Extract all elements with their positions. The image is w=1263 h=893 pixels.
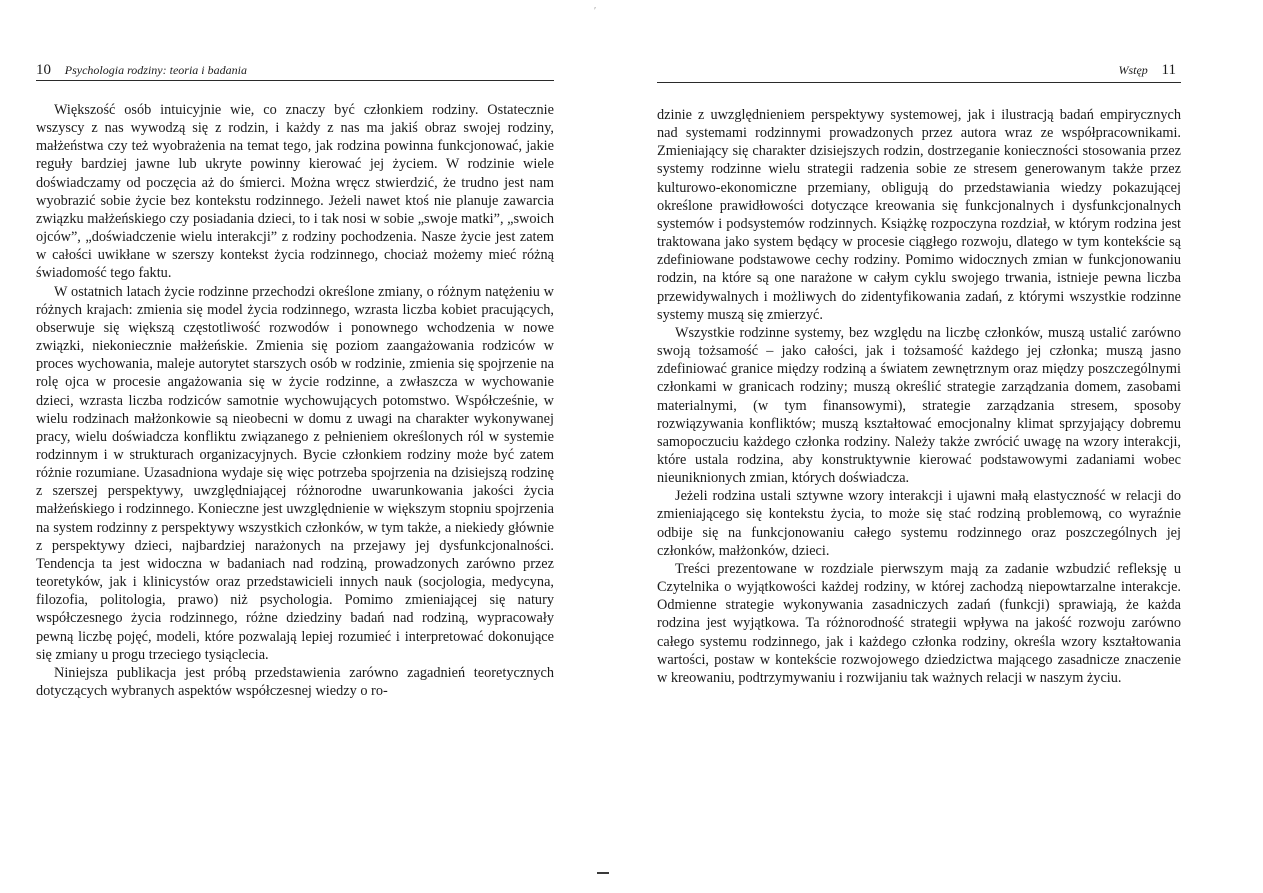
right-body-text	[657, 106, 1181, 687]
left-paragraph-1: Większość osób intuicyjnie wie, co znaczy być członkiem rodziny. Ostatecznie wszyscy z nas wywodzą się z rodzin, i każdy z nas ma jakiś obraz swojej rodziny, małżeństwa czy też wyobrażenia na temat tego, jak rodzina powinna funkcjonować, jakie reguły bardziej jawne lub ukryte powinny kierować jej życiem. W rodzinie wiele doświadczamy od poczęcia aż do śmierci. Można wręcz stwierdzić, że trudno jest nam wyobrazić sobie życie bez kontekstu rodzinnego. Jeżeli nawet ktoś nie planuje zawarcia związku małżeńskiego czy posiadania dzieci, to i tak nosi w sobie „swoje matki”, „swoich ojców”, „doświadczenie wielu interakcji” z rodziny pochodzenia. Nasze życie jest zatem w całości uwikłane w szerszy kontekst życia rodzinnego, chociaż możemy mieć różną świadomość tego faktu.	[36, 102, 554, 282]
right-running-title: Wstęp	[1118, 63, 1148, 77]
left-paragraph-2: W ostatnich latach życie rodzinne przechodzi określone zmiany, o różnym natężeniu w różnych krajach: zmienia się model życia rodzinnego, wzrasta liczba kobiet pracujących, obserwuje się większą częstotliwość rozwodów i ponownego wchodzenia w nowe związki, niekoniecznie małżeńskie. Zmienia się poziom zaangażowania rodziców w proces wychowania, maleje autorytet starszych osób w rodzinie, zmienia się spojrzenie na rolę ojca w procesie angażowania się w życie rodzinne, a zwłaszcza w wychowanie dzieci, wzrasta liczba rodziców samotnie wychowujących potomstwo. Współcześnie, w wielu rodzinach małżonkowie są nieobecni w domu z uwagi na charakter wykonywanej pracy, wielu doświadcza konfliktu związanego z pełnieniem określonych ról w systemie rodzinnym i w strukturach organizacyjnych. Bycie członkiem rodziny może być zatem różnie rozumiane. Uzasadniona wydaje się więc potrzeba spojrzenia na dzisiejszą rodzinę z szerszej perspektywy, uwzględniającej różnorodne uwarunkowania jakości życia małżeńskiego i rodzinnego. Konieczne jest uwzględnienie w większym stopniu spojrzenia na system rodzinny z perspektywy wszystkich członków, w tym także, a niekiedy głównie z perspektywy dzieci, najbardziej narażonych na przejawy jej dysfunkcjonalności. Tendencja ta jest widoczna w badaniach nad rodziną, prowadzonych zarówno przez teoretyków, jak i klinicystów oraz przedstawicieli innych nauk (socjologia, medycyna, filozofia, politologia, prawo) niż psychologia. Pomimo zmieniającej się natury współczesnego życia rodzinnego, różne dziedziny badań nad rodziną, wypracowały pewną liczbę pojęć, modeli, które pozwalają lepiej rozumieć i interpretować dokonujące się zmiany u progu trzeciego tysiąclecia.	[36, 283, 554, 663]
left-paragraph-3: Niniejsza publikacja jest próbą przedstawienia zarówno zagadnień teoretycznych dotyczących wybranych aspektów współczesnej wiedzy o ro-	[36, 664, 554, 699]
right-page-number: 11	[1161, 62, 1176, 78]
gutter-mark: ʹ	[594, 6, 597, 17]
right-running-head	[631, 60, 1176, 80]
left-header-rule	[36, 80, 554, 81]
left-running-head	[36, 60, 591, 80]
right-paragraph-2: Wszystkie rodzinne systemy, bez względu na liczbę członków, muszą ustalić zarówno swoją tożsamość – jako całości, jak i tożsamość każdego jej członka; muszą jasno zdefiniować granice między rodziną a światem zewnętrznym oraz między poszczególnymi członkami w granicach rodziny; muszą określić strategie zarządzania domem, zasobami materialnymi, (w tym finansowymi), strategie zarządzania stresem, sposoby rozwiązywania konfliktów; muszą kształtować emocjonalny klimat sprzyjający dobremu samopoczuciu każdego członka rodziny. Należy także zwrócić uwagę na wzory interakcji, które ustala rodzina, aby konstruktywnie kierować podstawowymi zadaniami wobec nieuniknionych zmian, których doświadcza.	[657, 324, 1181, 487]
right-header-rule	[657, 82, 1181, 83]
right-page	[631, 0, 1263, 893]
right-paragraph-3: Jeżeli rodzina ustali sztywne wzory interakcji i ujawni małą elastyczność w relacji do zmieniającego się kontekstu życia, to może się stać rodziną problemową, co wyraźnie odbije się na funkcjonowaniu całego systemu rodzinnego oraz poszczególnych jej członków, małżonków, dzieci.	[657, 488, 1181, 559]
left-running-title: Psychologia rodziny: teoria i badania	[64, 63, 247, 77]
right-paragraph-4: Treści prezentowane w rozdziale pierwszym mają za zadanie wzbudzić refleksję u Czytelnika o wyjątkowości każdej rodziny, w której zachodzą niepowtarzalne interakcje. Odmienne strategie wykonywania zasadniczych zadań (funkcji) sprawiają, że każda rodzina jest wyjątkowa. Ta różnorodność strategii wpływa na jakość rozwoju zarówno całego systemu rodzinnego, jak i każdego członka rodziny, określa wzory kształtowania wartości, postaw w kontekście rozwojowego dziedzictwa mającego zasadnicze znaczenie w kreowaniu, podtrzymywaniu i rozwijaniu tak ważnych relacji w naszym życiu.	[657, 560, 1181, 686]
left-body-text	[36, 101, 554, 700]
right-paragraph-1: dzinie z uwzględnieniem perspektywy systemowej, jak i ilustracją badań empirycznych nad systemami rodzinnymi prowadzonych przez autora wraz ze współpracownikami. Zmieniający się charakter dzisiejszych rodzin, dostrzeganie konieczności stosowania przez systemy rodzinne wielu strategii radzenia sobie ze stresem generowanym także przez kulturowo-ekonomiczne przemiany, obligują do przedstawiania wiedzy pokazującej określone prawidłowości dotyczące kreowania się funkcjonalnych i dysfunkcjonalnych systemów i podsystemów rodzinnych. Książkę rozpoczyna rozdział, w którym rodzina jest traktowana jako system będący w procesie ciągłego rozwoju, dlatego w tym kontekście są zdefiniowane podstawowe cechy rodziny. Pomimo widocznych zmian w funkcjonowaniu rodzin, na które są one narażone w całym cyklu swojego trwania, istnieje pewna liczba przewidywalnych i możliwych do zidentyfikowania zadań, z którymi wszystkie rodzinne systemy muszą się zmierzyć.	[657, 107, 1181, 323]
left-page-number: 10	[36, 62, 51, 78]
left-page	[0, 0, 631, 893]
